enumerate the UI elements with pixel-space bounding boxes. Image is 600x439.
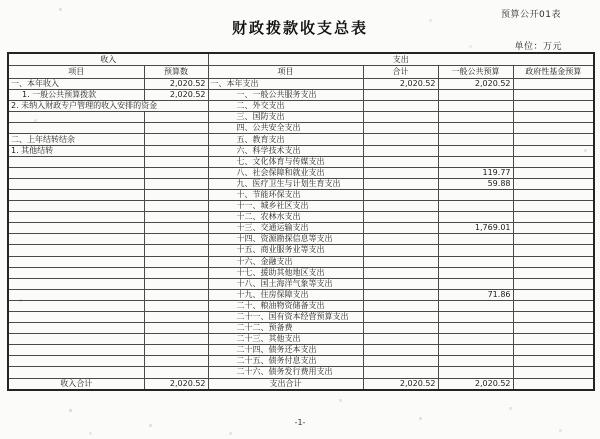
expense-general-cell [438,300,513,311]
expense-total-cell [363,112,438,123]
expense-general-cell [438,201,513,212]
expense-item-cell: 十九、住房保障支出 [208,289,363,300]
expense-fund-cell [513,289,594,300]
income-item-cell: 二、上年结转结余 [8,134,144,145]
income-section-header: 收入 [8,53,208,66]
income-value-cell [144,356,208,367]
income-budget-column-header: 预算数 [144,66,208,79]
expense-general-cell [438,234,513,245]
table-row [8,267,594,278]
expense-fund-cell [513,267,594,278]
expense-item-cell: 十二、农林水支出 [208,212,363,223]
income-item-cell [8,256,144,267]
income-value-cell [144,323,208,334]
expense-item-cell: 一、一般公共服务支出 [208,90,363,101]
expense-general-cell [438,356,513,367]
expense-general-cell [438,367,513,378]
table-row [8,311,594,322]
expense-total-cell [363,90,438,101]
income-value-cell [144,123,208,134]
table-body [8,79,594,391]
expense-general-cell [438,189,513,200]
income-item-cell [8,167,144,178]
expense-total-cell [363,123,438,134]
income-item-cell [8,223,144,234]
expense-section-header: 支出 [208,53,594,66]
income-item-cell: 2. 未纳入财政专户管理的收入安排的资金 [8,101,208,112]
table-row [8,278,594,289]
expense-general-cell [438,311,513,322]
expense-general-cell [438,90,513,101]
expense-item-cell: 二十二、预备费 [208,323,363,334]
expense-total-cell [363,234,438,245]
income-item-cell [8,123,144,134]
income-item-cell [8,212,144,223]
expense-item-cell: 二十四、债务还本支出 [208,345,363,356]
expense-fund-cell [513,145,594,156]
expense-total-cell [363,101,438,112]
income-item-cell [8,367,144,378]
expense-total-cell [363,345,438,356]
expense-item-cell: 十四、资源勘探信息等支出 [208,234,363,245]
expense-total-cell [363,323,438,334]
expense-total-cell [363,311,438,322]
table-row [8,289,594,300]
expense-general-cell [438,212,513,223]
income-value-cell [144,278,208,289]
expense-general-cell [438,123,513,134]
table-row [8,189,594,200]
expense-total-cell [363,189,438,200]
expense-total-cell [363,267,438,278]
table-row [8,201,594,212]
expense-total-cell: 2,020.52 [363,79,438,90]
expense-fund-cell [513,223,594,234]
expense-total-cell [363,156,438,167]
page-title: 财政拨款收支总表 [231,19,368,37]
expense-fund-cell [513,189,594,200]
table-row [8,223,594,234]
income-item-cell [8,323,144,334]
expense-general-column-header: 一般公共预算 [438,66,513,79]
expense-item-cell: 九、医疗卫生与计划生育支出 [208,178,363,189]
table-row [8,79,594,90]
income-item-cell: 1. 一般公共预算拨款 [8,90,144,101]
expense-general-cell [438,278,513,289]
expense-fund-cell [513,378,594,390]
expense-fund-column-header: 政府性基金预算 [513,66,594,79]
income-value-cell [144,189,208,200]
expense-total-cell [363,256,438,267]
table-row [8,112,594,123]
budget-table [7,52,595,391]
expense-item-cell: 五、教育支出 [208,134,363,145]
expense-item-cell: 十七、援助其他地区支出 [208,267,363,278]
expense-general-cell [438,245,513,256]
expense-general-cell: 1,769.01 [438,223,513,234]
expense-total-cell [363,245,438,256]
income-value-cell [144,234,208,245]
expense-item-cell: 二十三、其他支出 [208,334,363,345]
expense-fund-cell [513,356,594,367]
expense-total-cell [363,300,438,311]
income-item-cell [8,112,144,123]
table-row [8,167,594,178]
table-row [8,300,594,311]
income-item-cell [8,178,144,189]
section-header-row [8,53,594,66]
expense-total-cell [363,334,438,345]
expense-fund-cell [513,201,594,212]
expense-item-column-header: 项目 [208,66,363,79]
expense-total-cell: 2,020.52 [363,378,438,390]
expense-fund-cell [513,134,594,145]
income-item-cell [8,201,144,212]
expense-item-cell: 三、国防支出 [208,112,363,123]
income-value-cell [144,256,208,267]
expense-general-cell [438,101,513,112]
expense-general-cell: 59.88 [438,178,513,189]
income-value-cell [144,134,208,145]
scan-noise [0,0,1,1]
table-row [8,145,594,156]
expense-item-cell: 六、科学技术支出 [208,145,363,156]
expense-fund-cell [513,178,594,189]
expense-item-cell: 十三、交通运输支出 [208,223,363,234]
income-item-cell [8,300,144,311]
income-value-cell: 2,020.52 [144,90,208,101]
expense-total-cell [363,212,438,223]
expense-general-cell [438,345,513,356]
income-value-cell [144,300,208,311]
income-item-cell [8,156,144,167]
expense-general-cell [438,112,513,123]
income-item-cell: 一、本年收入 [8,79,144,90]
income-value-cell [144,156,208,167]
income-item-cell [8,289,144,300]
expense-fund-cell [513,256,594,267]
expense-total-column-header: 合计 [363,66,438,79]
income-item-cell [8,245,144,256]
income-value-cell [144,112,208,123]
income-item-cell [8,356,144,367]
income-item-cell [8,267,144,278]
income-item-cell [8,189,144,200]
income-item-cell [8,234,144,245]
expense-general-cell [438,134,513,145]
table-row [8,90,594,101]
expense-fund-cell [513,345,594,356]
expense-fund-cell [513,212,594,223]
expense-fund-cell [513,311,594,322]
table-row [8,212,594,223]
table-row [8,245,594,256]
unit-label: 单位：万元 [514,42,562,52]
table-header [8,53,594,79]
table-row [8,123,594,134]
expense-general-cell: 2,020.52 [438,378,513,390]
form-number-label: 预算公开01表 [501,10,561,20]
table-row [8,134,594,145]
expense-total-cell [363,178,438,189]
expense-item-cell: 七、文化体育与传媒支出 [208,156,363,167]
expense-total-cell [363,167,438,178]
expense-item-cell: 八、社会保障和就业支出 [208,167,363,178]
expense-general-cell [438,323,513,334]
expense-fund-cell [513,101,594,112]
expense-fund-cell [513,334,594,345]
expense-general-cell [438,334,513,345]
expense-fund-cell [513,112,594,123]
expense-item-cell: 十、节能环保支出 [208,189,363,200]
expense-item-cell: 二十六、债务发行费用支出 [208,367,363,378]
expense-fund-cell [513,156,594,167]
expense-total-cell [363,289,438,300]
income-value-cell: 2,020.52 [144,79,208,90]
table-row [8,256,594,267]
expense-item-cell: 二十、粮油物资储备支出 [208,300,363,311]
expense-item-cell: 十五、商业服务业等支出 [208,245,363,256]
income-value-cell [144,334,208,345]
expense-fund-cell [513,90,594,101]
expense-general-cell: 71.86 [438,289,513,300]
income-value-cell [144,345,208,356]
income-item-cell [8,311,144,322]
income-value-cell [144,245,208,256]
expense-item-cell: 四、公共安全支出 [208,123,363,134]
expense-fund-cell [513,300,594,311]
expense-item-cell: 支出合计 [208,378,363,390]
table-row [8,323,594,334]
expense-total-cell [363,367,438,378]
expense-fund-cell [513,79,594,90]
expense-general-cell [438,267,513,278]
table-row [8,234,594,245]
income-item-cell: 1. 其他结转 [8,145,144,156]
page-number: -1- [294,418,306,427]
expense-general-cell [438,145,513,156]
expense-general-cell [438,156,513,167]
expense-item-cell: 十八、国土海洋气象等支出 [208,278,363,289]
expense-fund-cell [513,245,594,256]
expense-total-cell [363,278,438,289]
expense-fund-cell [513,234,594,245]
expense-general-cell: 119.77 [438,167,513,178]
income-item-cell [8,278,144,289]
income-value-cell [144,367,208,378]
expense-total-cell [363,356,438,367]
expense-item-cell: 一、本年支出 [208,79,363,90]
expense-fund-cell [513,323,594,334]
income-item-column-header: 项目 [8,66,144,79]
column-header-row [8,66,594,79]
expense-fund-cell [513,278,594,289]
expense-fund-cell [513,123,594,134]
expense-total-cell [363,223,438,234]
expense-total-cell [363,134,438,145]
income-value-cell [144,212,208,223]
income-item-cell: 收入合计 [8,378,144,390]
income-item-cell [8,334,144,345]
table-row [8,345,594,356]
income-value-cell [144,311,208,322]
expense-total-cell [363,145,438,156]
income-value-cell [144,267,208,278]
income-value-cell [144,201,208,212]
expense-item-cell: 二、外交支出 [208,101,363,112]
table-row [8,178,594,189]
expense-item-cell: 十一、城乡社区支出 [208,201,363,212]
table-row [8,367,594,378]
expense-total-cell [363,201,438,212]
expense-fund-cell [513,367,594,378]
expense-fund-cell [513,167,594,178]
expense-item-cell: 二十一、国有资本经营预算支出 [208,311,363,322]
table-row [8,356,594,367]
income-value-cell [144,178,208,189]
income-item-cell [8,345,144,356]
expense-general-cell [438,256,513,267]
expense-item-cell: 二十五、债务付息支出 [208,356,363,367]
table-row [8,334,594,345]
table-row [8,378,594,390]
income-value-cell [144,145,208,156]
expense-item-cell: 十六、金融支出 [208,256,363,267]
table-row [8,101,594,112]
income-value-cell [144,167,208,178]
expense-general-cell: 2,020.52 [438,79,513,90]
table-row [8,156,594,167]
income-value-cell: 2,020.52 [144,378,208,390]
income-value-cell [144,223,208,234]
income-value-cell [144,289,208,300]
